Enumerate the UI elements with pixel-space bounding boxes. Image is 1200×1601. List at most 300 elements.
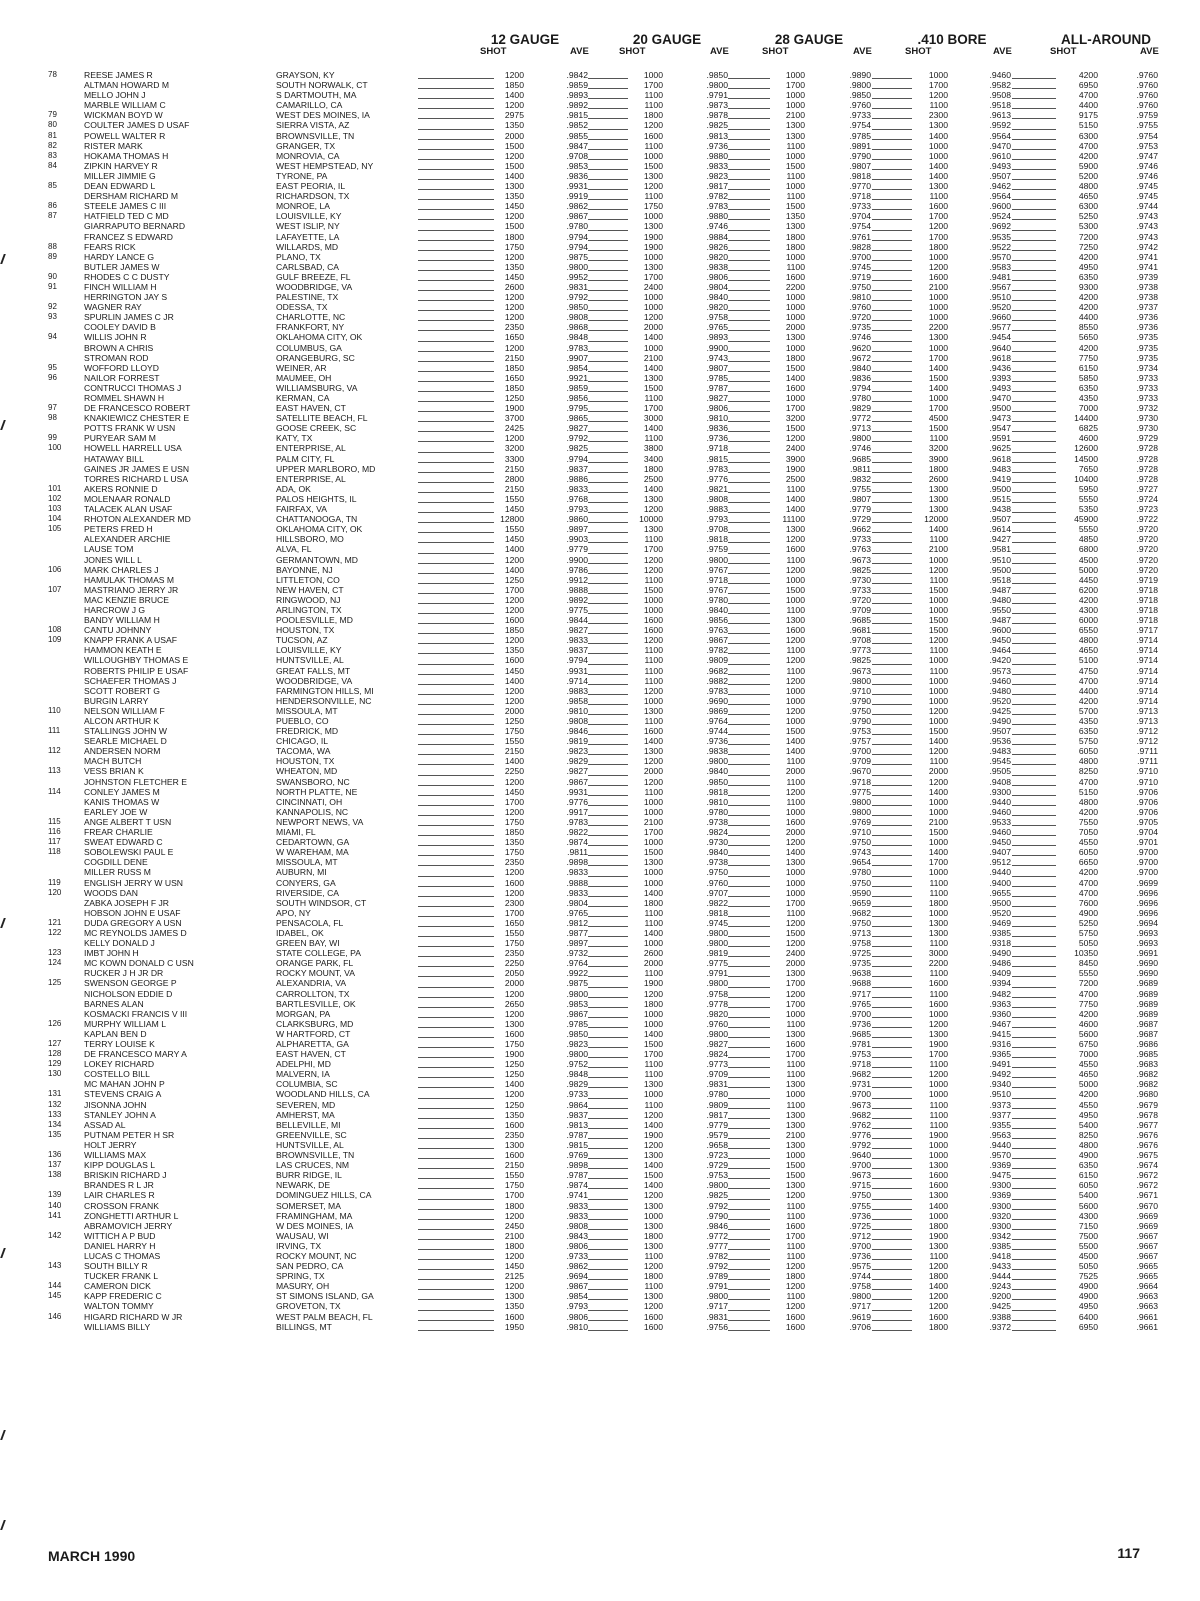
- leader-line: [588, 896, 628, 897]
- shot-all: 4200: [1078, 292, 1098, 303]
- ave-all: .9724: [1136, 493, 1158, 504]
- shooter-location: WEINER, AR: [276, 362, 327, 373]
- shot-12: 1750: [504, 847, 524, 858]
- leader-line: [1012, 1239, 1056, 1240]
- shot-20: 1100: [644, 100, 663, 111]
- shot-12: 1500: [504, 140, 524, 151]
- leader-line: [588, 1148, 628, 1149]
- table-row: [0, 272, 1200, 282]
- ave-all: .9760: [1136, 90, 1158, 101]
- ave-all: .9683: [1136, 1059, 1158, 1070]
- shot-20: 1100: [644, 917, 663, 928]
- leader-line: [418, 1320, 494, 1321]
- shot-410: 1200: [928, 1291, 948, 1302]
- leader-line: [728, 987, 770, 988]
- leader-line: [728, 1199, 770, 1200]
- leader-line: [1012, 522, 1056, 523]
- table-row: [0, 1079, 1200, 1089]
- leader-line: [872, 199, 912, 200]
- shot-28: 1100: [786, 604, 805, 615]
- leader-line: [588, 714, 628, 715]
- shot-12: 3200: [504, 443, 524, 454]
- ave-410: .9522: [989, 241, 1011, 252]
- shot-20: 1000: [643, 594, 663, 605]
- shot-28: 2000: [785, 766, 805, 777]
- shot-28: 1000: [785, 867, 805, 878]
- leader-line: [588, 421, 628, 422]
- ave-410: .9583: [989, 261, 1011, 272]
- shot-410: 1600: [928, 1170, 948, 1181]
- table-row: [0, 1089, 1200, 1099]
- leader-line: [728, 724, 770, 725]
- leader-line: [872, 280, 912, 281]
- shot-410: 1700: [928, 231, 948, 242]
- leader-line: [588, 744, 628, 745]
- leader-line: [418, 997, 494, 998]
- leader-line: [728, 219, 770, 220]
- ave-28: .9763: [849, 544, 871, 555]
- ave-12: .9877: [566, 927, 588, 938]
- rank-cell: 104: [48, 514, 62, 524]
- leader-line: [588, 785, 628, 786]
- ave-28: .9718: [849, 1059, 871, 1070]
- shooter-location: LOUISVILLE, KY: [276, 211, 342, 222]
- ave-28: .9708: [849, 635, 871, 646]
- leader-line: [728, 674, 770, 675]
- ave-20: .9825: [706, 120, 728, 131]
- shot-12: 1550: [504, 736, 524, 747]
- shot-12: 1450: [504, 201, 524, 212]
- shot-20: 1000: [643, 211, 663, 222]
- shot-all: 6350: [1078, 1160, 1098, 1171]
- leader-line: [1012, 209, 1056, 210]
- ave-all: .9669: [1136, 1210, 1158, 1221]
- shooter-name: DEAN EDWARD L: [84, 181, 156, 192]
- ave-all: .9663: [1136, 1291, 1158, 1302]
- leader-line: [1012, 1128, 1056, 1129]
- leader-line: [418, 250, 494, 251]
- leader-line: [588, 320, 628, 321]
- leader-line: [588, 1310, 628, 1311]
- ave-all: .9706: [1136, 786, 1158, 797]
- table-row: [0, 70, 1200, 80]
- shooter-location: COLUMBUS, GA: [276, 342, 342, 353]
- ave-all: .9722: [1136, 514, 1158, 525]
- shot-28: 1600: [785, 1039, 805, 1049]
- leader-line: [418, 361, 494, 362]
- shot-20: 1300: [643, 221, 663, 232]
- leader-line: [1012, 795, 1056, 796]
- shot-all: 4950: [1078, 1301, 1098, 1312]
- leader-line: [1012, 583, 1056, 584]
- leader-line: [418, 1330, 494, 1331]
- shot-28: 1300: [785, 857, 805, 868]
- shot-28: 1400: [785, 736, 805, 747]
- leader-line: [728, 1259, 770, 1260]
- shot-12: 2150: [504, 483, 524, 494]
- leader-line: [1012, 250, 1056, 251]
- ave-28: .9800: [849, 80, 871, 91]
- shot-28: 1200: [785, 938, 805, 949]
- leader-line: [1012, 139, 1056, 140]
- leader-line: [418, 613, 494, 614]
- shot-28: 1100: [786, 907, 805, 918]
- ave-410: .9564: [989, 130, 1011, 141]
- shot-410: 2200: [928, 958, 948, 969]
- shot-20: 1300: [643, 524, 663, 535]
- ave-12: .9793: [566, 504, 588, 515]
- shooter-name: ALEXANDER ARCHIE: [84, 534, 171, 545]
- ave-28: .9725: [849, 948, 871, 959]
- shot-20: 1400: [643, 1180, 663, 1191]
- ave-12: .9854: [566, 1291, 588, 1302]
- ave-410: .9483: [989, 746, 1011, 757]
- shot-410: 1800: [928, 463, 948, 474]
- ave-12: .9792: [566, 292, 588, 303]
- shot-12: 1300: [504, 1291, 524, 1302]
- shot-12: 1250: [504, 1099, 524, 1110]
- ave-20: .9793: [706, 514, 728, 525]
- leader-line: [588, 441, 628, 442]
- leader-line: [418, 1249, 494, 1250]
- shot-20: 1700: [643, 80, 663, 91]
- shot-28: 1600: [785, 271, 805, 282]
- leader-line: [728, 159, 770, 160]
- shooter-name: HERRINGTON JAY S: [84, 292, 168, 303]
- leader-line: [1012, 431, 1056, 432]
- ave-all: .9741: [1136, 251, 1158, 262]
- ave-410: .9385: [989, 927, 1011, 938]
- shot-28: 1700: [785, 403, 805, 414]
- leader-line: [418, 149, 494, 150]
- shot-410: 1400: [928, 524, 948, 535]
- ave-12: .9794: [566, 655, 588, 666]
- shot-410: 1200: [928, 1069, 948, 1080]
- shot-410: 1500: [928, 827, 948, 838]
- ave-20: .9880: [706, 150, 728, 161]
- ave-20-label: AVE: [710, 46, 729, 57]
- table-row: [0, 120, 1200, 130]
- ave-20: .9831: [706, 1079, 728, 1090]
- shooter-name: WOFFORD LLOYD: [84, 362, 159, 373]
- leader-line: [418, 1259, 494, 1260]
- ave-all: .9720: [1136, 554, 1158, 565]
- shot-12: 1350: [504, 191, 524, 202]
- ave-12: .9853: [566, 998, 588, 1009]
- ave-410: .9460: [989, 70, 1011, 80]
- leader-line: [1012, 865, 1056, 866]
- table-row: [0, 1301, 1200, 1311]
- shooter-name: HOLT JERRY: [84, 1139, 137, 1150]
- leader-line: [728, 744, 770, 745]
- table-row: [0, 1039, 1200, 1049]
- ave-410: .9577: [989, 322, 1011, 333]
- shot-12: 1400: [504, 756, 524, 767]
- ave-410: .9475: [989, 1170, 1011, 1181]
- shooter-name: ALCON ARTHUR K: [84, 716, 160, 726]
- shot-410: 1600: [928, 271, 948, 282]
- shooter-name: HATAWAY BILL: [84, 453, 144, 464]
- shooter-name: COGDILL DENE: [84, 857, 148, 868]
- rank-cell: 121: [48, 917, 62, 927]
- leader-line: [418, 1299, 494, 1300]
- shot-20: 1000: [643, 342, 663, 353]
- leader-line: [1012, 219, 1056, 220]
- ave-12: .9808: [566, 1220, 588, 1231]
- shot-28: 1700: [785, 897, 805, 908]
- ave-all: .9728: [1136, 463, 1158, 474]
- ave-20: .9822: [706, 897, 728, 908]
- shooter-name: TORRES RICHARD L USA: [84, 473, 189, 484]
- leader-line: [872, 1047, 912, 1048]
- leader-line: [1012, 563, 1056, 564]
- ave-12: .9898: [566, 1160, 588, 1171]
- shot-20: 1300: [643, 372, 663, 383]
- table-row: [0, 332, 1200, 342]
- ave-20: .9779: [706, 1119, 728, 1130]
- shot-28: 1300: [785, 1109, 805, 1120]
- shooter-location: PENSACOLA, FL: [276, 917, 344, 928]
- leader-line: [418, 694, 494, 695]
- shot-20: 1100: [644, 655, 663, 666]
- ave-410: .9492: [989, 1069, 1011, 1080]
- leader-line: [418, 1067, 494, 1068]
- ave-20: .9764: [706, 716, 728, 726]
- shot-28: 1600: [785, 382, 805, 393]
- leader-line: [728, 1310, 770, 1311]
- leader-line: [588, 563, 628, 564]
- shot-all: 10350: [1074, 948, 1098, 959]
- shot-28: 1000: [785, 877, 805, 888]
- leader-line: [728, 431, 770, 432]
- shooter-location: CINCINNATI, OH: [276, 796, 343, 807]
- shooter-location: MORGAN, PA: [276, 1008, 331, 1019]
- leader-line: [728, 1239, 770, 1240]
- shooter-location: HILLSBORO, MO: [276, 534, 344, 545]
- leader-line: [872, 744, 912, 745]
- shooter-location: BURR RIDGE, IL: [276, 1170, 342, 1181]
- leader-line: [728, 633, 770, 634]
- leader-line: [418, 966, 494, 967]
- shot-28: 1300: [785, 1028, 805, 1039]
- shooter-name: WALTON TOMMY: [84, 1301, 154, 1312]
- shot-12: 1850: [504, 625, 524, 636]
- shot-28: 1400: [785, 504, 805, 515]
- ave-410: .9408: [989, 776, 1011, 787]
- ave-all: .9667: [1136, 1250, 1158, 1261]
- leader-line: [418, 1289, 494, 1290]
- shot-28: 1350: [785, 211, 805, 222]
- table-row: [0, 363, 1200, 373]
- table-row: [0, 766, 1200, 776]
- ave-12: .9776: [566, 796, 588, 807]
- shooter-name: COSTELLO BILL: [84, 1069, 150, 1080]
- ave-20: .9840: [706, 604, 728, 615]
- rank-cell: 115: [48, 816, 61, 826]
- leader-line: [872, 946, 912, 947]
- shot-all: 6550: [1078, 625, 1098, 636]
- leader-line: [872, 987, 912, 988]
- ave-28: .9790: [849, 695, 871, 706]
- table-row: [0, 615, 1200, 625]
- shot-410: 1500: [928, 615, 948, 626]
- shooter-name: WILLOUGHBY THOMAS E: [84, 655, 189, 666]
- shooter-location: HOUSTON, TX: [276, 756, 335, 767]
- ave-12: .9800: [566, 988, 588, 999]
- rank-cell: 126: [48, 1018, 62, 1028]
- shot-all: 4350: [1078, 393, 1098, 403]
- ave-all: .9734: [1136, 362, 1158, 373]
- shooter-location: SOUTH WINDSOR, CT: [276, 897, 367, 908]
- leader-line: [1012, 98, 1056, 99]
- shooter-name: LAUSE TOM: [84, 544, 134, 555]
- shot-all: 6150: [1078, 362, 1098, 373]
- leader-line: [728, 1178, 770, 1179]
- ave-20: .9707: [706, 887, 728, 898]
- shot-28: 1800: [785, 352, 805, 363]
- table-row: [0, 474, 1200, 484]
- ave-410-label: AVE: [993, 46, 1012, 57]
- ave-all: .9730: [1136, 423, 1158, 434]
- leader-line: [1012, 280, 1056, 281]
- leader-line: [872, 1279, 912, 1280]
- leader-line: [588, 219, 628, 220]
- shot-28: 1100: [786, 1240, 805, 1251]
- shot-410: 1400: [928, 786, 948, 797]
- rank-cell: 143: [48, 1261, 62, 1271]
- ave-12: .9875: [566, 251, 588, 262]
- shot-410: 1000: [928, 1089, 948, 1100]
- shooter-location: ALVA, FL: [276, 544, 312, 555]
- ave-20: .9783: [706, 201, 728, 212]
- ave-20: .9743: [706, 352, 728, 363]
- ave-28: .9743: [849, 847, 871, 858]
- shot-all: 4700: [1078, 675, 1098, 686]
- shot-12: 1800: [504, 1200, 524, 1211]
- shot-410: 1800: [928, 241, 948, 252]
- leader-line: [872, 623, 912, 624]
- shot-all: 7250: [1078, 241, 1098, 252]
- rank-cell: 117: [48, 837, 61, 847]
- shot-20: 1000: [643, 695, 663, 706]
- ave-28: .9710: [849, 685, 871, 696]
- table-row: [0, 141, 1200, 151]
- leader-line: [872, 1330, 912, 1331]
- ave-all: .9714: [1136, 645, 1158, 656]
- leader-line: [1012, 512, 1056, 513]
- leader-line: [588, 987, 628, 988]
- leader-line: [728, 795, 770, 796]
- shooter-name: ZONGHETTI ARTHUR L: [84, 1210, 179, 1221]
- shot-28: 1200: [785, 564, 805, 575]
- ave-all: .9705: [1136, 816, 1158, 827]
- ave-20: .9760: [706, 1018, 728, 1029]
- ave-20: .9884: [706, 231, 728, 242]
- ave-28: .9575: [849, 1261, 871, 1272]
- shot-20: 1300: [643, 705, 663, 716]
- leader-line: [418, 169, 494, 170]
- shooter-location: WILLIAMSBURG, VA: [276, 382, 358, 393]
- ave-28: .9713: [849, 423, 871, 434]
- shooter-name: GIARRAPUTO BERNARD: [84, 221, 186, 232]
- ave-410: .9545: [989, 756, 1011, 767]
- leader-line: [728, 310, 770, 311]
- leader-line: [872, 1158, 912, 1159]
- shot-20: 1200: [643, 756, 663, 767]
- leader-line: [588, 876, 628, 877]
- leader-line: [418, 1087, 494, 1088]
- shot-all: 5500: [1078, 1240, 1098, 1251]
- leader-line: [1012, 1007, 1056, 1008]
- ave-410: .9436: [989, 362, 1011, 373]
- leader-line: [588, 926, 628, 927]
- rank-cell: 145: [48, 1291, 62, 1301]
- shot-20: 1100: [644, 1250, 663, 1261]
- shot-410: 2600: [928, 473, 948, 484]
- ave-all: .9690: [1136, 958, 1158, 969]
- shooter-location: ALPHARETTA, GA: [276, 1039, 349, 1049]
- ave-12: .9786: [566, 564, 588, 575]
- shot-all: 5650: [1078, 332, 1098, 343]
- shot-410: 1700: [928, 857, 948, 868]
- shot-all: 7000: [1078, 403, 1098, 414]
- margin-mark: [0, 1430, 12, 1440]
- shooter-location: WAUSAU, WI: [276, 1230, 329, 1241]
- ave-20: .9782: [706, 191, 728, 202]
- shooter-name: SEARLE MICHAEL D: [84, 736, 167, 747]
- shooter-name: FEARS RICK: [84, 241, 136, 252]
- leader-line: [418, 1027, 494, 1028]
- table-row: [0, 837, 1200, 847]
- leader-line: [418, 230, 494, 231]
- ave-20: .9800: [706, 1028, 728, 1039]
- leader-line: [1012, 734, 1056, 735]
- shot-all: 4900: [1078, 1150, 1098, 1161]
- shooter-name: STROMAN ROD: [84, 352, 149, 363]
- leader-line: [872, 1249, 912, 1250]
- ave-12: .9888: [566, 877, 588, 888]
- leader-line: [418, 1098, 494, 1099]
- leader-line: [1012, 542, 1056, 543]
- leader-line: [1012, 149, 1056, 150]
- ave-12: .9892: [566, 100, 588, 111]
- ave-20: .9745: [706, 917, 728, 928]
- ave-410: .9500: [989, 897, 1011, 908]
- shot-28: 1000: [785, 393, 805, 403]
- shooter-name: LUCAS C THOMAS: [84, 1250, 161, 1261]
- rank-cell: 102: [48, 493, 62, 503]
- ave-12: .9847: [566, 140, 588, 151]
- ave-410: .9581: [989, 544, 1011, 555]
- shot-12: 1400: [504, 544, 524, 555]
- leader-line: [872, 209, 912, 210]
- shot-12: 2000: [504, 978, 524, 989]
- table-row: [0, 322, 1200, 332]
- shot-28: 1200: [785, 1281, 805, 1292]
- shot-all: 4700: [1078, 877, 1098, 888]
- leader-line: [588, 906, 628, 907]
- leader-line: [588, 633, 628, 634]
- ave-20: .9658: [706, 1139, 728, 1150]
- shot-12: 2425: [504, 423, 524, 434]
- ave-12: .9815: [566, 110, 588, 121]
- leader-line: [872, 240, 912, 241]
- ave-12: .9868: [566, 322, 588, 333]
- shot-12: 1450: [504, 786, 524, 797]
- ave-20: .9787: [706, 382, 728, 393]
- ave-20: .9744: [706, 726, 728, 737]
- ave-28: .9685: [849, 615, 871, 626]
